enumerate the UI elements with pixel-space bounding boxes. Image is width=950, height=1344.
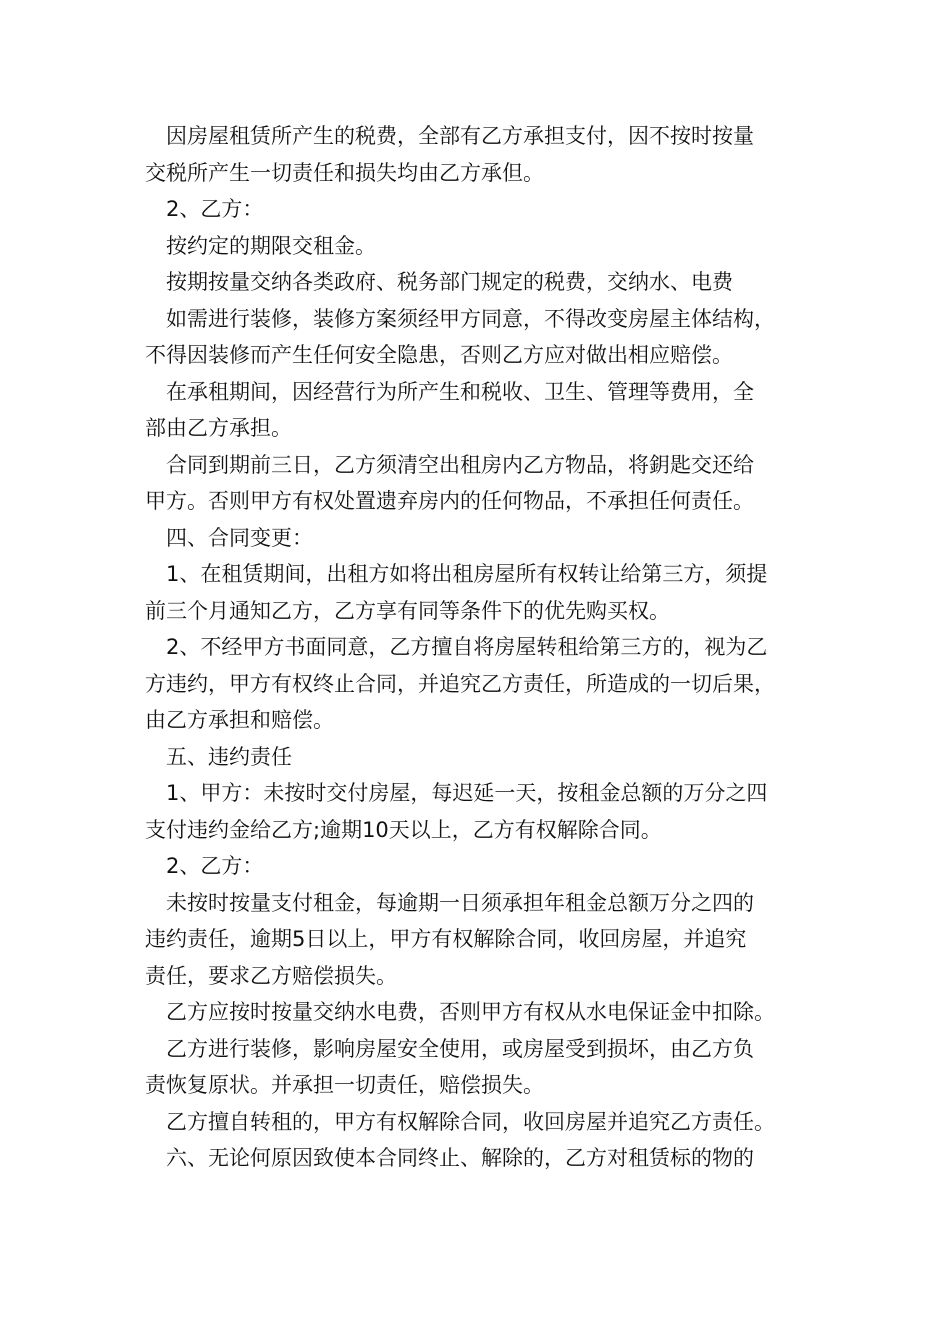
text-line: 五、违约责任 — [166, 744, 292, 769]
text-line: 乙方擅自转租的，甲方有权解除合同，收回房屋并追究乙方责任。 — [166, 1109, 775, 1134]
text-line: 2、不经甲方书面同意，乙方擅自将房屋转租给第三方的，视为乙 — [166, 635, 768, 659]
text-line: 责恢复原状。并承担一切责任，赔偿损失。 — [145, 1073, 544, 1097]
text-line: 甲方。否则甲方有权处置遗弃房内的任何物品，不承担任何责任。 — [145, 489, 754, 513]
text-line: 如需进行装修，装修方案须经甲方同意，不得改变房屋主体结构， — [166, 306, 775, 331]
text-line: 按约定的期限交租金。 — [166, 233, 376, 258]
text-line: 四、合同变更： — [166, 525, 313, 550]
text-line: 按期按量交纳各类政府、税务部门规定的税费，交纳水、电费 — [166, 270, 733, 294]
text-line: 因房屋租赁所产生的税费，全部有乙方承担支付，因不按时按量 — [166, 124, 754, 148]
text-line: 乙方应按时按量交纳水电费，否则甲方有权从水电保证金中扣除。 — [166, 1000, 775, 1024]
text-line: 前三个月通知乙方，乙方享有同等条件下的优先购买权。 — [145, 598, 670, 623]
text-line: 不得因装修而产生任何安全隐患，否则乙方应对做出相应赔偿。 — [145, 343, 733, 367]
document-body — [145, 118, 825, 1177]
text-line: 合同到期前三日，乙方须清空出租房内乙方物品，将鈅匙交还给 — [166, 452, 754, 477]
text-line: 交税所产生一切责任和损失均由乙方承但。 — [145, 160, 544, 185]
text-line: 1、甲方：未按时交付房屋，每迟延一天，按租金总额的万分之四 — [166, 781, 768, 805]
text-line: 2、乙方： — [166, 197, 264, 221]
text-line: 在承租期间，因经营行为所产生和税收、卫生、管理等费用，全 — [166, 379, 754, 404]
text-line: 六、无论何原因致使本合同终止、解除的，乙方对租赁标的物的 — [166, 1146, 754, 1170]
text-line: 责任，要求乙方赔偿损失。 — [145, 963, 397, 988]
text-line: 方违约，甲方有权终止合同，并追究乙方责任，所造成的一切后果， — [145, 671, 775, 696]
text-line: 2、乙方： — [166, 854, 264, 878]
text-line: 未按时按量支付租金，每逾期一日须承担年租金总额万分之四的 — [166, 890, 754, 915]
text-line: 由乙方承担和赔偿。 — [145, 708, 334, 732]
text-line: 违约责任，逾期5日以上，甲方有权解除合同，收回房屋，并追究 — [145, 927, 747, 951]
text-line: 1、在租赁期间，出租方如将出租房屋所有权转让给第三方，须提 — [166, 562, 768, 586]
text-line: 部由乙方承担。 — [145, 416, 292, 440]
text-line: 乙方进行装修，影响房屋安全使用，或房屋受到损坏，由乙方负 — [166, 1036, 754, 1061]
text-line: 支付违约金给乙方;逾期10天以上，乙方有权解除合同。 — [145, 817, 662, 842]
